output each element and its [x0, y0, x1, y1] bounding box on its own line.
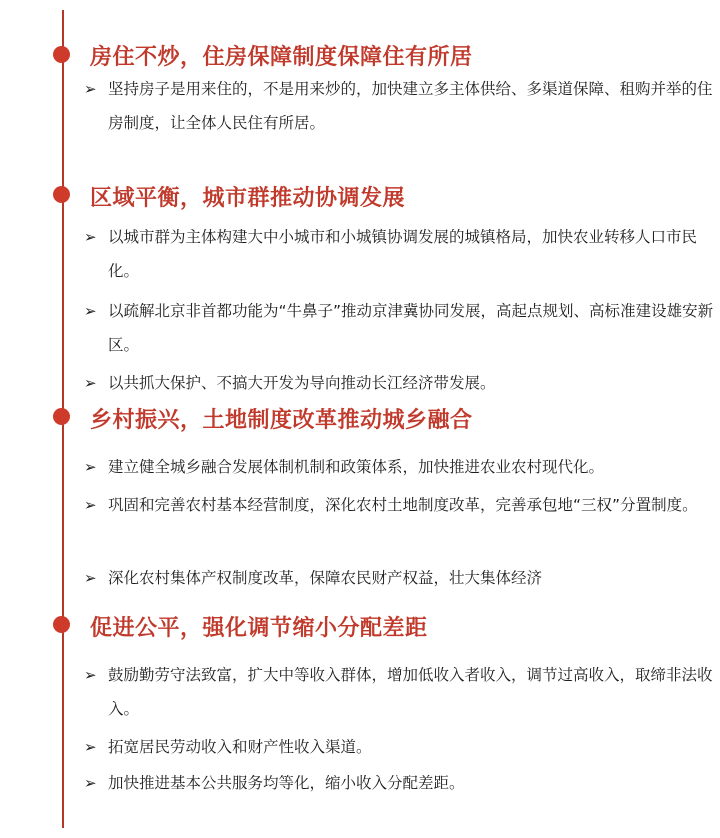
arrow-bullet-icon: ➢ — [84, 569, 97, 587]
arrow-bullet-icon: ➢ — [84, 738, 97, 756]
arrow-bullet-icon: ➢ — [84, 666, 97, 684]
list-item-text: 鼓励勤劳守法致富，扩大中等收入群体，增加低收入者收入，调节过高收入，取缔非法收入。 — [108, 666, 713, 718]
arrow-bullet-icon: ➢ — [84, 374, 97, 392]
list-item-text: 巩固和完善农村基本经营制度，深化农村土地制度改革，完善承包地“三权”分置制度。 — [108, 496, 698, 514]
section-heading: 乡村振兴，土地制度改革推动城乡融合 — [90, 408, 473, 433]
list-item-text: 拓宽居民劳动收入和财产性收入渠道。 — [108, 738, 372, 756]
list-item-text: 建立健全城乡融合发展体制机制和政策体系，加快推进农业农村现代化。 — [108, 458, 605, 476]
arrow-bullet-icon: ➢ — [84, 228, 97, 246]
section-heading: 促进公平，强化调节缩小分配差距 — [90, 616, 428, 641]
section-heading: 区域平衡，城市群推动协调发展 — [90, 186, 406, 211]
list-item-text: 加快推进基本公共服务均等化，缩小收入分配差距。 — [108, 774, 465, 792]
timeline-dot — [53, 616, 70, 633]
arrow-bullet-icon: ➢ — [84, 302, 97, 320]
list-item-text: 以共抓大保护、不搞大开发为导向推动长江经济带发展。 — [108, 374, 496, 392]
timeline-dot — [53, 408, 70, 425]
arrow-bullet-icon: ➢ — [84, 458, 97, 476]
section-heading: 房住不炒，住房保障制度保障住有所居 — [90, 45, 473, 70]
timeline-dot — [53, 46, 70, 63]
list-item-text: 深化农村集体产权制度改革，保障农民财产权益，壮大集体经济 — [108, 569, 543, 587]
arrow-bullet-icon: ➢ — [84, 80, 97, 98]
list-item-text: 以疏解北京非首都功能为“牛鼻子”推动京津冀协同发展，高起点规划、高标准建设雄安新区。 — [108, 302, 714, 354]
arrow-bullet-icon: ➢ — [84, 496, 97, 514]
timeline-dot — [53, 186, 70, 203]
arrow-bullet-icon: ➢ — [84, 774, 97, 792]
list-item-text: 坚持房子是用来住的，不是用来炒的，加快建立多主体供给、多渠道保障、租购并举的住房制度，让全体人民住有所居。 — [108, 80, 713, 132]
list-item-text: 以城市群为主体构建大中小城市和小城镇协调发展的城镇格局，加快农业转移人口市民化。 — [108, 228, 698, 280]
